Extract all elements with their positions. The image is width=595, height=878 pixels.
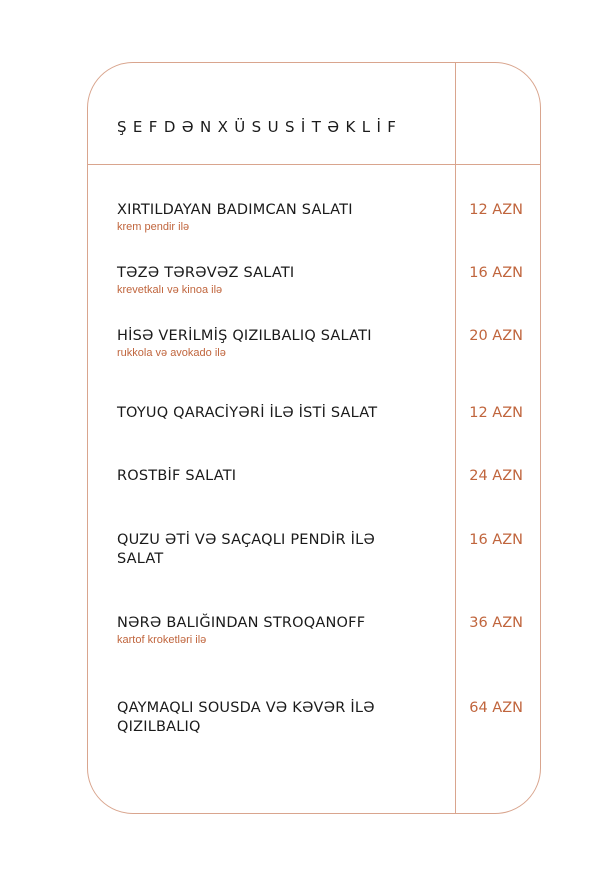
menu-item [117,699,417,737]
menu-item [117,614,437,647]
item-description: kartof kroketləri ilə [117,634,207,646]
item-name: XIRTILDAYAN BADIMCAN SALATI [117,202,353,218]
item-price: 36 AZN [469,615,523,631]
item-name: TƏZƏ TƏRƏVƏZ SALATI [117,265,295,281]
item-description: krem pendir ilə [117,221,190,233]
item-name: ROSTBİF SALATI [117,468,237,484]
item-price: 16 AZN [469,532,523,548]
item-price: 64 AZN [469,700,523,716]
menu-item [117,264,437,297]
header-divider [87,164,541,165]
menu-item [117,327,437,360]
item-price: 20 AZN [469,328,523,344]
menu-title: ŞEFDƏNXÜSUSİTƏKLİF [117,118,403,136]
item-description: rukkola və avokado ilə [117,347,226,359]
menu-item [117,531,377,569]
item-name: QAYMAQLI SOUSDA VƏ KƏVƏR İLƏ QIZILBALIQ [117,700,375,735]
item-name: NƏRƏ BALIĞINDAN STROQANOFF [117,615,366,631]
item-price: 16 AZN [469,265,523,281]
menu-item [117,404,437,423]
item-name: HİSƏ VERİLMİŞ QIZILBALIQ SALATI [117,328,372,344]
item-price: 12 AZN [469,405,523,421]
menu-item [117,201,437,234]
item-name: QUZU ƏTİ VƏ SAÇAQLI PENDİR İLƏ SALAT [117,532,375,567]
item-price: 24 AZN [469,468,523,484]
item-price: 12 AZN [469,202,523,218]
item-name: TOYUQ QARACİYƏRİ İLƏ İSTİ SALAT [117,405,378,421]
menu-item [117,467,437,486]
item-description: krevetkalı və kinoa ilə [117,284,223,296]
